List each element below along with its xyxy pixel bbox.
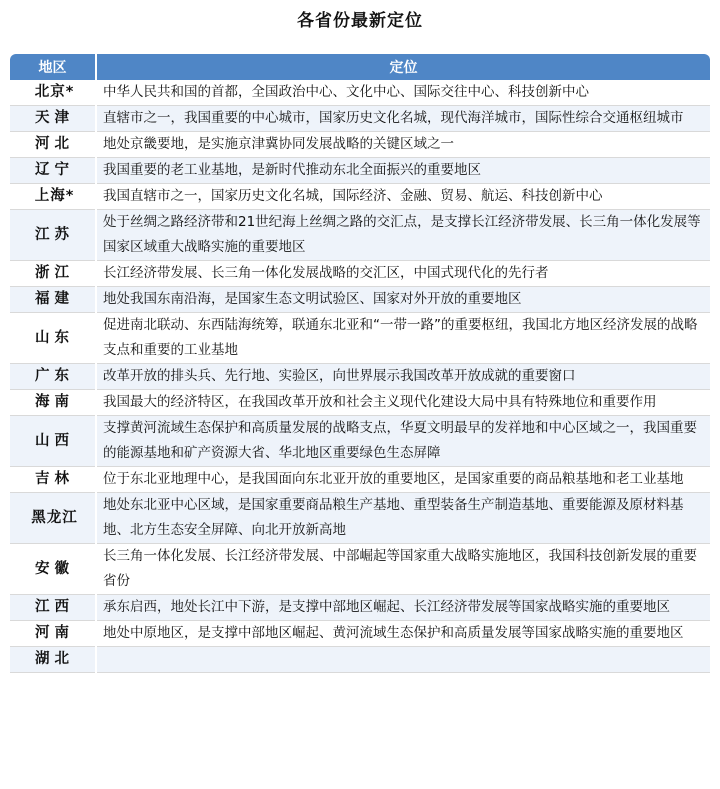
position-cell: 我国最大的经济特区，在我国改革开放和社会主义现代化建设大局中具有特殊地位和重要作用 bbox=[96, 390, 710, 416]
region-cell: 河南 bbox=[10, 621, 96, 647]
region-cell: 广东 bbox=[10, 364, 96, 390]
region-cell: 山西 bbox=[10, 416, 96, 467]
positioning-table-container bbox=[10, 54, 710, 673]
table-row bbox=[10, 210, 710, 261]
position-cell: 位于东北亚地理中心，是我国面向东北亚开放的重要地区，是国家重要的商品粮基地和老工业基地 bbox=[96, 467, 710, 493]
region-cell: 福建 bbox=[10, 287, 96, 313]
table-row bbox=[10, 106, 710, 132]
column-header-position: 定位 bbox=[96, 54, 710, 80]
table-row bbox=[10, 158, 710, 184]
region-cell: 浙江 bbox=[10, 261, 96, 287]
position-cell: 地处我国东南沿海，是国家生态文明试验区、国家对外开放的重要地区 bbox=[96, 287, 710, 313]
position-cell: 直辖市之一，我国重要的中心城市，国家历史文化名城，现代海洋城市，国际性综合交通枢纽城市 bbox=[96, 106, 710, 132]
table-row bbox=[10, 313, 710, 364]
region-cell: 江苏 bbox=[10, 210, 96, 261]
position-cell: 中华人民共和国的首都，全国政治中心、文化中心、国际交往中心、科技创新中心 bbox=[96, 80, 710, 106]
position-cell: 我国重要的老工业基地，是新时代推动东北全面振兴的重要地区 bbox=[96, 158, 710, 184]
position-cell: 我国直辖市之一，国家历史文化名城，国际经济、金融、贸易、航运、科技创新中心 bbox=[96, 184, 710, 210]
position-cell: 促进南北联动、东西陆海统筹，联通东北亚和“一带一路”的重要枢纽，我国北方地区经济发展的战略支点和重要的工业基地 bbox=[96, 313, 710, 364]
position-cell: 地处中原地区，是支撑中部地区崛起、黄河流域生态保护和高质量发展等国家战略实施的重要地区 bbox=[96, 621, 710, 647]
region-cell: 黑龙江 bbox=[10, 493, 96, 544]
page-title: 各省份最新定位 bbox=[297, 11, 423, 31]
table-body bbox=[10, 80, 710, 673]
table-row bbox=[10, 416, 710, 467]
table-row bbox=[10, 390, 710, 416]
table-row bbox=[10, 544, 710, 595]
region-cell: 辽宁 bbox=[10, 158, 96, 184]
region-cell: 河北 bbox=[10, 132, 96, 158]
position-cell: 改革开放的排头兵、先行地、实验区，向世界展示我国改革开放成就的重要窗口 bbox=[96, 364, 710, 390]
table-row bbox=[10, 493, 710, 544]
table-row bbox=[10, 287, 710, 313]
position-cell: 地处京畿要地，是实施京津冀协同发展战略的关键区域之一 bbox=[96, 132, 710, 158]
region-cell: 上海* bbox=[10, 184, 96, 210]
region-cell: 安徽 bbox=[10, 544, 96, 595]
table-row bbox=[10, 595, 710, 621]
position-cell: 长江经济带发展、长三角一体化发展战略的交汇区，中国式现代化的先行者 bbox=[96, 261, 710, 287]
positioning-table bbox=[10, 54, 710, 673]
position-cell: 地处东北亚中心区域，是国家重要商品粮生产基地、重型装备生产制造基地、重要能源及原材料基地、北方生态安全屏障、向北开放新高地 bbox=[96, 493, 710, 544]
table-row bbox=[10, 184, 710, 210]
column-header-region: 地区 bbox=[10, 54, 96, 80]
region-cell: 天津 bbox=[10, 106, 96, 132]
table-row bbox=[10, 647, 710, 673]
region-cell: 山东 bbox=[10, 313, 96, 364]
region-cell: 江西 bbox=[10, 595, 96, 621]
position-cell: 承东启西，地处长江中下游，是支撑中部地区崛起、长江经济带发展等国家战略实施的重要地区 bbox=[96, 595, 710, 621]
table-row bbox=[10, 80, 710, 106]
table-row bbox=[10, 467, 710, 493]
table-row bbox=[10, 621, 710, 647]
position-cell: 支撑黄河流域生态保护和高质量发展的战略支点，华夏文明最早的发祥地和中心区域之一，我国重要的能源基地和矿产资源大省、华北地区重要绿色生态屏障 bbox=[96, 416, 710, 467]
table-header-row bbox=[10, 54, 710, 80]
table-row bbox=[10, 261, 710, 287]
region-cell: 海南 bbox=[10, 390, 96, 416]
table-row bbox=[10, 132, 710, 158]
position-cell: 长三角一体化发展、长江经济带发展、中部崛起等国家重大战略实施地区，我国科技创新发展的重要省份 bbox=[96, 544, 710, 595]
position-cell bbox=[96, 647, 710, 673]
region-cell: 吉林 bbox=[10, 467, 96, 493]
table-row bbox=[10, 364, 710, 390]
position-cell: 处于丝绸之路经济带和21世纪海上丝绸之路的交汇点，是支撑长江经济带发展、长三角一体化发展等国家区域重大战略实施的重要地区 bbox=[96, 210, 710, 261]
region-cell: 北京* bbox=[10, 80, 96, 106]
region-cell: 湖北 bbox=[10, 647, 96, 673]
